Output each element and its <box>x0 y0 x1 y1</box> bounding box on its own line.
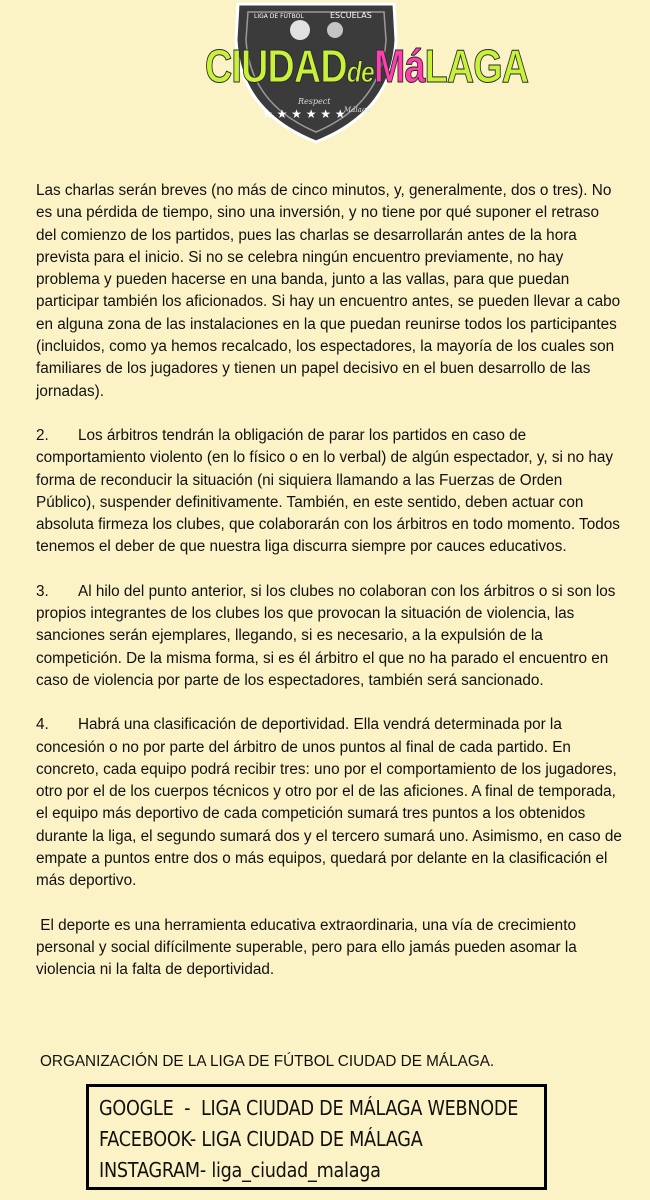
contact-instagram: INSTAGRAM- liga_ciudad_malaga <box>99 1158 381 1182</box>
paragraph-number: 3. <box>36 582 49 600</box>
rules-text <box>36 180 622 1004</box>
signature: ORGANIZACIÓN DE LA LIGA DE FÚTBOL CIUDAD DE MÁLAGA. <box>40 1053 495 1070</box>
paragraph-text: Los árbitros tendrán la obligación de parar los partidos en caso de comportamiento violento (en lo físico o en lo verbal) de algún espectador, y, si no hay forma de reconducir la situación (ni siquiera llamando a las Fuerzas de Orden Público), suspender definitivamente. También, en este sentido, deben actuar con absoluta firmeza los clubes, que colaborarán con los árbitros en todo momento. Todos tenemos el deber de que nuestra liga discurra siempre por cauces educativos. <box>36 426 620 556</box>
contact-facebook: FACEBOOK- LIGA CIUDAD DE MÁLAGA <box>99 1127 423 1151</box>
logo-word-de: de <box>346 56 374 89</box>
paragraph-number: 4. <box>36 716 49 734</box>
logo-word-ma: Má <box>373 40 425 92</box>
paragraph-rule-3 <box>36 581 622 692</box>
paragraph-closing <box>36 915 622 982</box>
paragraph-number: 2. <box>36 426 49 444</box>
paragraph-text: Las charlas serán breves (no más de cinco minutos, y, generalmente, dos o tres). No es una pérdida de tiempo, sino una inversión, y no tiene por qué suponer el retraso del comienzo de los partidos, pues las charlas se desarrollarán antes de la hora prevista para el inicio. Si no se celebra ningún encuentro previamente, no hay problema y pueden hacerse en una banda, junto a las vallas, para que puedan participar también los aficionados. Si hay un encuentro antes, se pueden llevar a cabo en alguna zona de las instalaciones en la que puedan reunirse todos los participantes (incluidos, como ya hemos recalcado, los espectadores, la mayoría de los cuales son familiares de los jugadores y tienen un papel decisivo en el buen desarrollo de las jornadas). <box>36 182 621 400</box>
badge-malaga-text: Málaga <box>344 106 371 114</box>
badge-schools-text: ESCUELAS <box>330 11 372 20</box>
paragraph-rule-2 <box>36 425 622 559</box>
paragraph-text: Al hilo del punto anterior, si los clubes no colaboran con los árbitros o si son los propios integrantes de los clubes los que provocan la situación de violencia, las sanciones serán ejemplares, llegando, si es necesario, a la expulsión de la competición. De la misma forma, si es él árbitro el que no ha parado el encuentro en caso de violencia por parte de los espectadores, también será sancionado. <box>36 582 616 689</box>
logo-title <box>205 38 528 101</box>
svg-text:★ ★ ★ ★ ★ ★: ★ ★ ★ ★ ★ ★ <box>262 107 346 121</box>
contact-google: GOOGLE - LIGA CIUDAD DE MÁLAGA WEBNODE <box>99 1096 519 1120</box>
badge-respect-text: Respect <box>298 97 331 106</box>
logo-word-laga: LAGA <box>424 40 529 92</box>
paragraph-intro <box>36 180 622 403</box>
paragraph-rule-4 <box>36 714 622 892</box>
badge-league-text: LIGA DE FÚTBOL <box>254 13 304 20</box>
contact-box <box>86 1084 547 1190</box>
league-logo <box>0 0 650 150</box>
paragraph-text: Habrá una clasificación de deportividad. Ella vendrá determinada por la concesión o no por parte del árbitro de unos puntos al final de cada partido. En concreto, cada equipo podrá recibir tres: uno por el comportamiento de los jugadores, otro por el de los cuerpos técnicos y otro por el de las aficiones. A final de temporada, el equipo más deportivo de cada competición sumará tres puntos a los obtenidos durante la liga, el segundo sumará dos y el tercero sumará uno. Asimismo, en caso de empate a puntos entre dos o más equipos, quedará por delante en la clasificación el más deportivo. <box>36 716 622 890</box>
paragraph-text: El deporte es una herramienta educativa extraordinaria, una vía de crecimiento personal y social difícilmente superable, pero para ello jamás pueden asomar la violencia ni la falta de deportividad. <box>36 916 582 979</box>
logo-word-ciudad: CIUDAD <box>205 40 347 92</box>
